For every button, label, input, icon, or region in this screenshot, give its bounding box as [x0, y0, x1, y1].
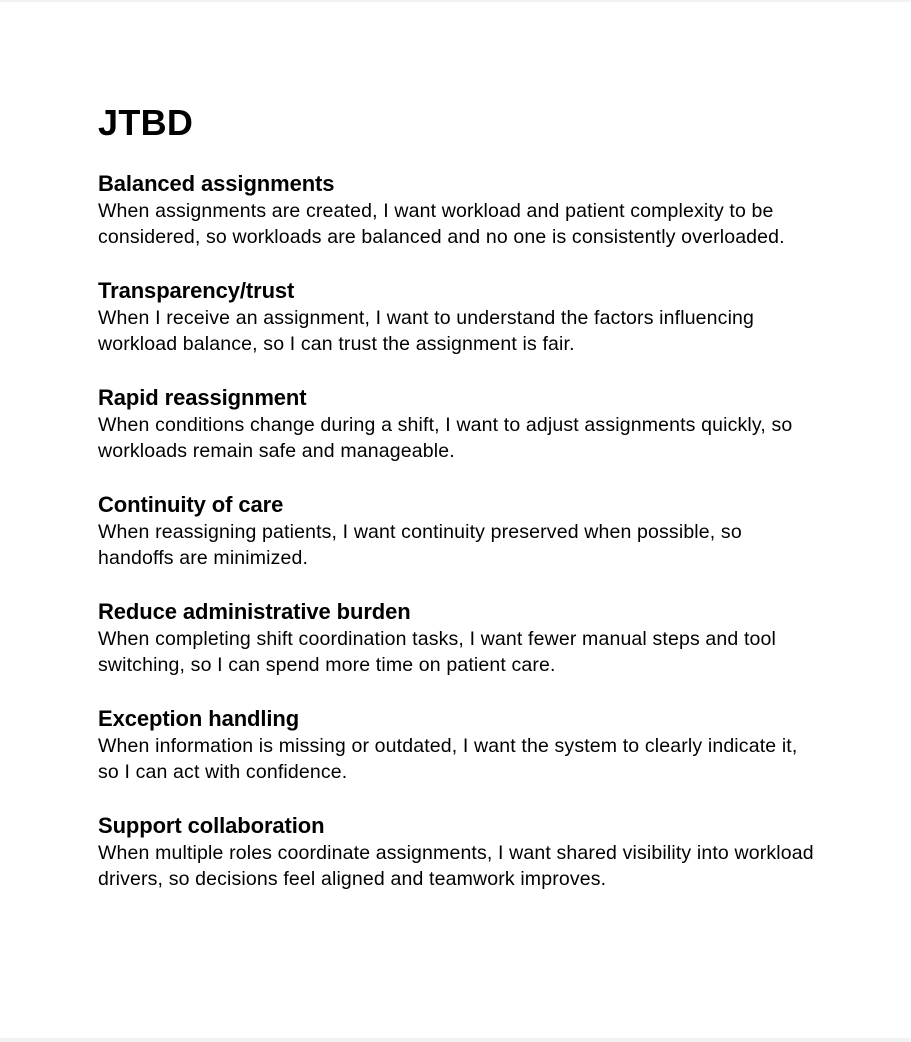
jtbd-heading: Exception handling	[98, 706, 300, 731]
jtbd-item-exception-handling	[98, 705, 838, 785]
jtbd-item-rapid-reassignment	[98, 384, 838, 464]
jtbd-statement: When completing shift coordination tasks, I want fewer manual steps and tool switching, so I can spend more time on patient care.	[98, 628, 776, 676]
jtbd-heading: Continuity of care	[98, 492, 284, 517]
jtbd-statement: When multiple roles coordinate assignments, I want shared visibility into workload drivers, so decisions feel aligned and teamwork improves.	[98, 842, 814, 890]
jtbd-list	[98, 170, 838, 892]
document-content	[98, 102, 838, 919]
jtbd-heading: Transparency/trust	[98, 278, 295, 303]
jtbd-statement: When reassigning patients, I want continuity preserved when possible, so handoffs are minimized.	[98, 521, 742, 569]
jtbd-statement: When assignments are created, I want workload and patient complexity to be considered, so workloads are balanced and no one is consistently overloaded.	[98, 200, 785, 248]
jtbd-item-continuity-of-care	[98, 491, 838, 571]
document-page	[0, 2, 911, 1038]
jtbd-heading: Rapid reassignment	[98, 385, 307, 410]
jtbd-statement: When I receive an assignment, I want to understand the factors influencing workload balance, so I can trust the assignment is fair.	[98, 307, 755, 355]
jtbd-heading: Balanced assignments	[98, 171, 335, 196]
jtbd-statement: When information is missing or outdated, I want the system to clearly indicate it, so I can act with confidence.	[98, 735, 798, 783]
page-title: JTBD	[98, 102, 194, 143]
jtbd-item-support-collaboration	[98, 812, 838, 892]
jtbd-statement: When conditions change during a shift, I want to adjust assignments quickly, so workloads remain safe and manageable.	[98, 414, 793, 462]
jtbd-item-balanced-assignments	[98, 170, 838, 250]
jtbd-heading: Support collaboration	[98, 813, 325, 838]
jtbd-heading: Reduce administrative burden	[98, 599, 411, 624]
jtbd-item-reduce-administrative-burden	[98, 598, 838, 678]
jtbd-item-transparency-trust	[98, 277, 838, 357]
